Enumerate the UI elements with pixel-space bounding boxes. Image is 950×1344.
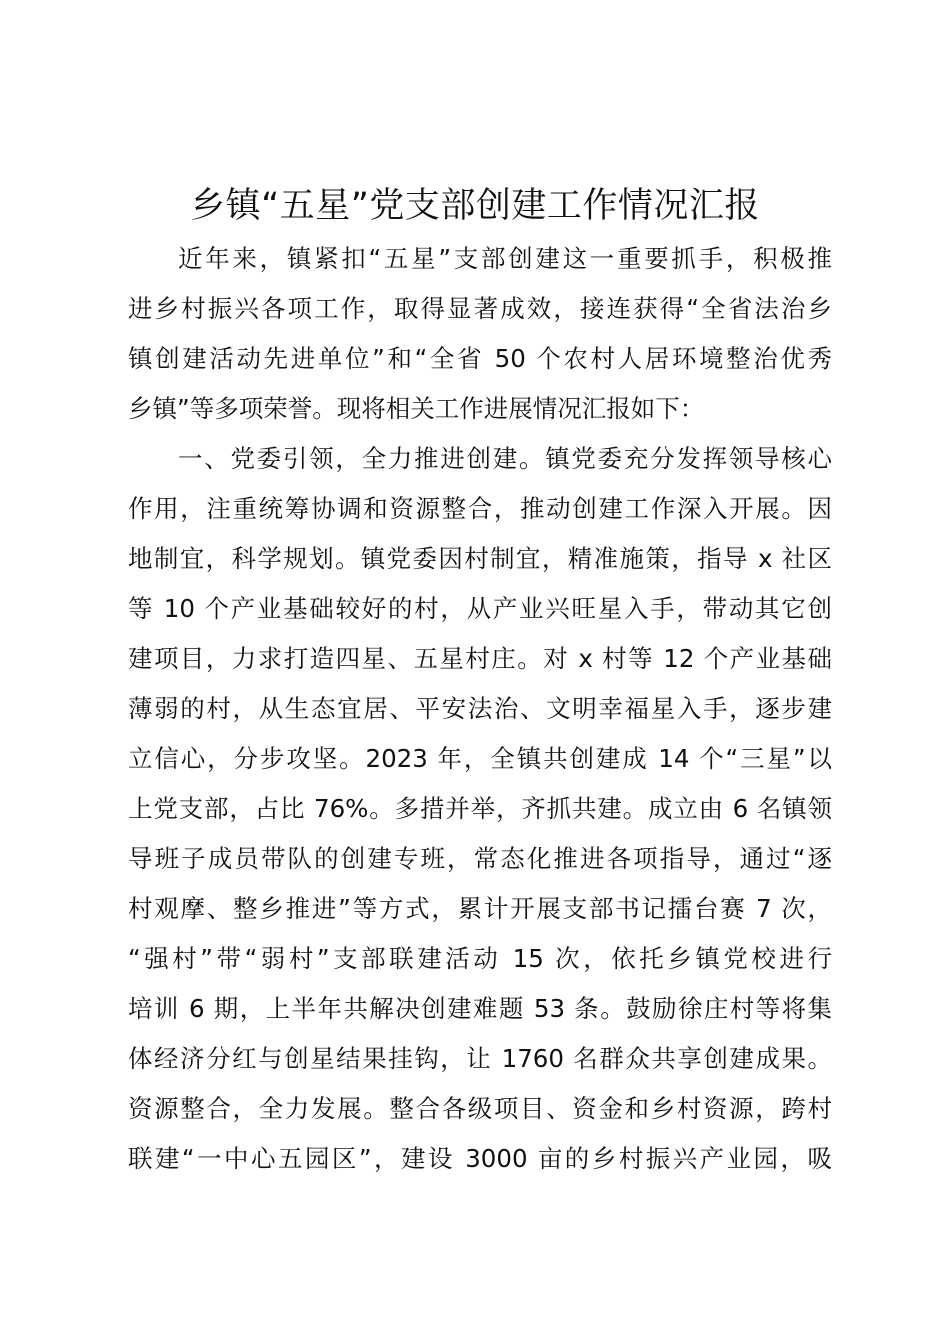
paragraph-line: 立信心，分步攻坚。2023 年，全镇共创建成 14 个“三星”以: [128, 744, 832, 773]
document-body: [128, 234, 832, 1184]
paragraph-line: 近年来，镇紧扣“五星”支部创建这一重要抓手，积极推: [178, 244, 832, 273]
paragraph-line: 培训 6 期，上半年共解决创建难题 53 条。鼓励徐庄村等将集: [128, 994, 832, 1023]
paragraph-line: 体经济分红与创星结果挂钩，让 1760 名群众共享创建成果。: [128, 1044, 832, 1073]
paragraph-line: 建项目，力求打造四星、五星村庄。对 x 村等 12 个产业基础: [128, 644, 832, 673]
paragraph-line: 村观摩、整乡推进”等方式，累计开展支部书记擂台赛 7 次，: [128, 894, 832, 923]
paragraph-line: 进乡村振兴各项工作，取得显著成效，接连获得“全省法治乡: [128, 294, 832, 323]
paragraph-line: 地制宜，科学规划。镇党委因村制宜，精准施策，指导 x 社区: [128, 544, 832, 573]
paragraph-line: 导班子成员带队的创建专班，常态化推进各项指导，通过“逐: [128, 844, 832, 873]
paragraph-line: “强村”带“弱村”支部联建活动 15 次，依托乡镇党校进行: [128, 944, 832, 973]
paragraph-line: 薄弱的村，从生态宜居、平安法治、文明幸福星入手，逐步建: [128, 694, 832, 723]
document-title: 乡镇“五星”党支部创建工作情况汇报: [190, 186, 760, 226]
paragraph-line: 作用，注重统筹协调和资源整合，推动创建工作深入开展。因: [128, 494, 832, 523]
paragraph-line: 资源整合，全力发展。整合各级项目、资金和乡村资源，跨村: [128, 1094, 832, 1123]
paragraph-line: 上党支部，占比 76%。多措并举，齐抓共建。成立由 6 名镇领: [128, 794, 832, 823]
paragraph-line: 乡镇”等多项荣誉。现将相关工作进展情况汇报如下：: [128, 394, 705, 423]
paragraph-line: 等 10 个产业基础较好的村，从产业兴旺星入手，带动其它创: [128, 594, 832, 623]
paragraph-line: 联建“一中心五园区”，建设 3000 亩的乡村振兴产业园，吸: [128, 1144, 832, 1173]
paragraph-line: 一、党委引领，全力推进创建。镇党委充分发挥领导核心: [178, 444, 832, 473]
paragraph-line: 镇创建活动先进单位”和“全省 50 个农村人居环境整治优秀: [128, 344, 832, 373]
